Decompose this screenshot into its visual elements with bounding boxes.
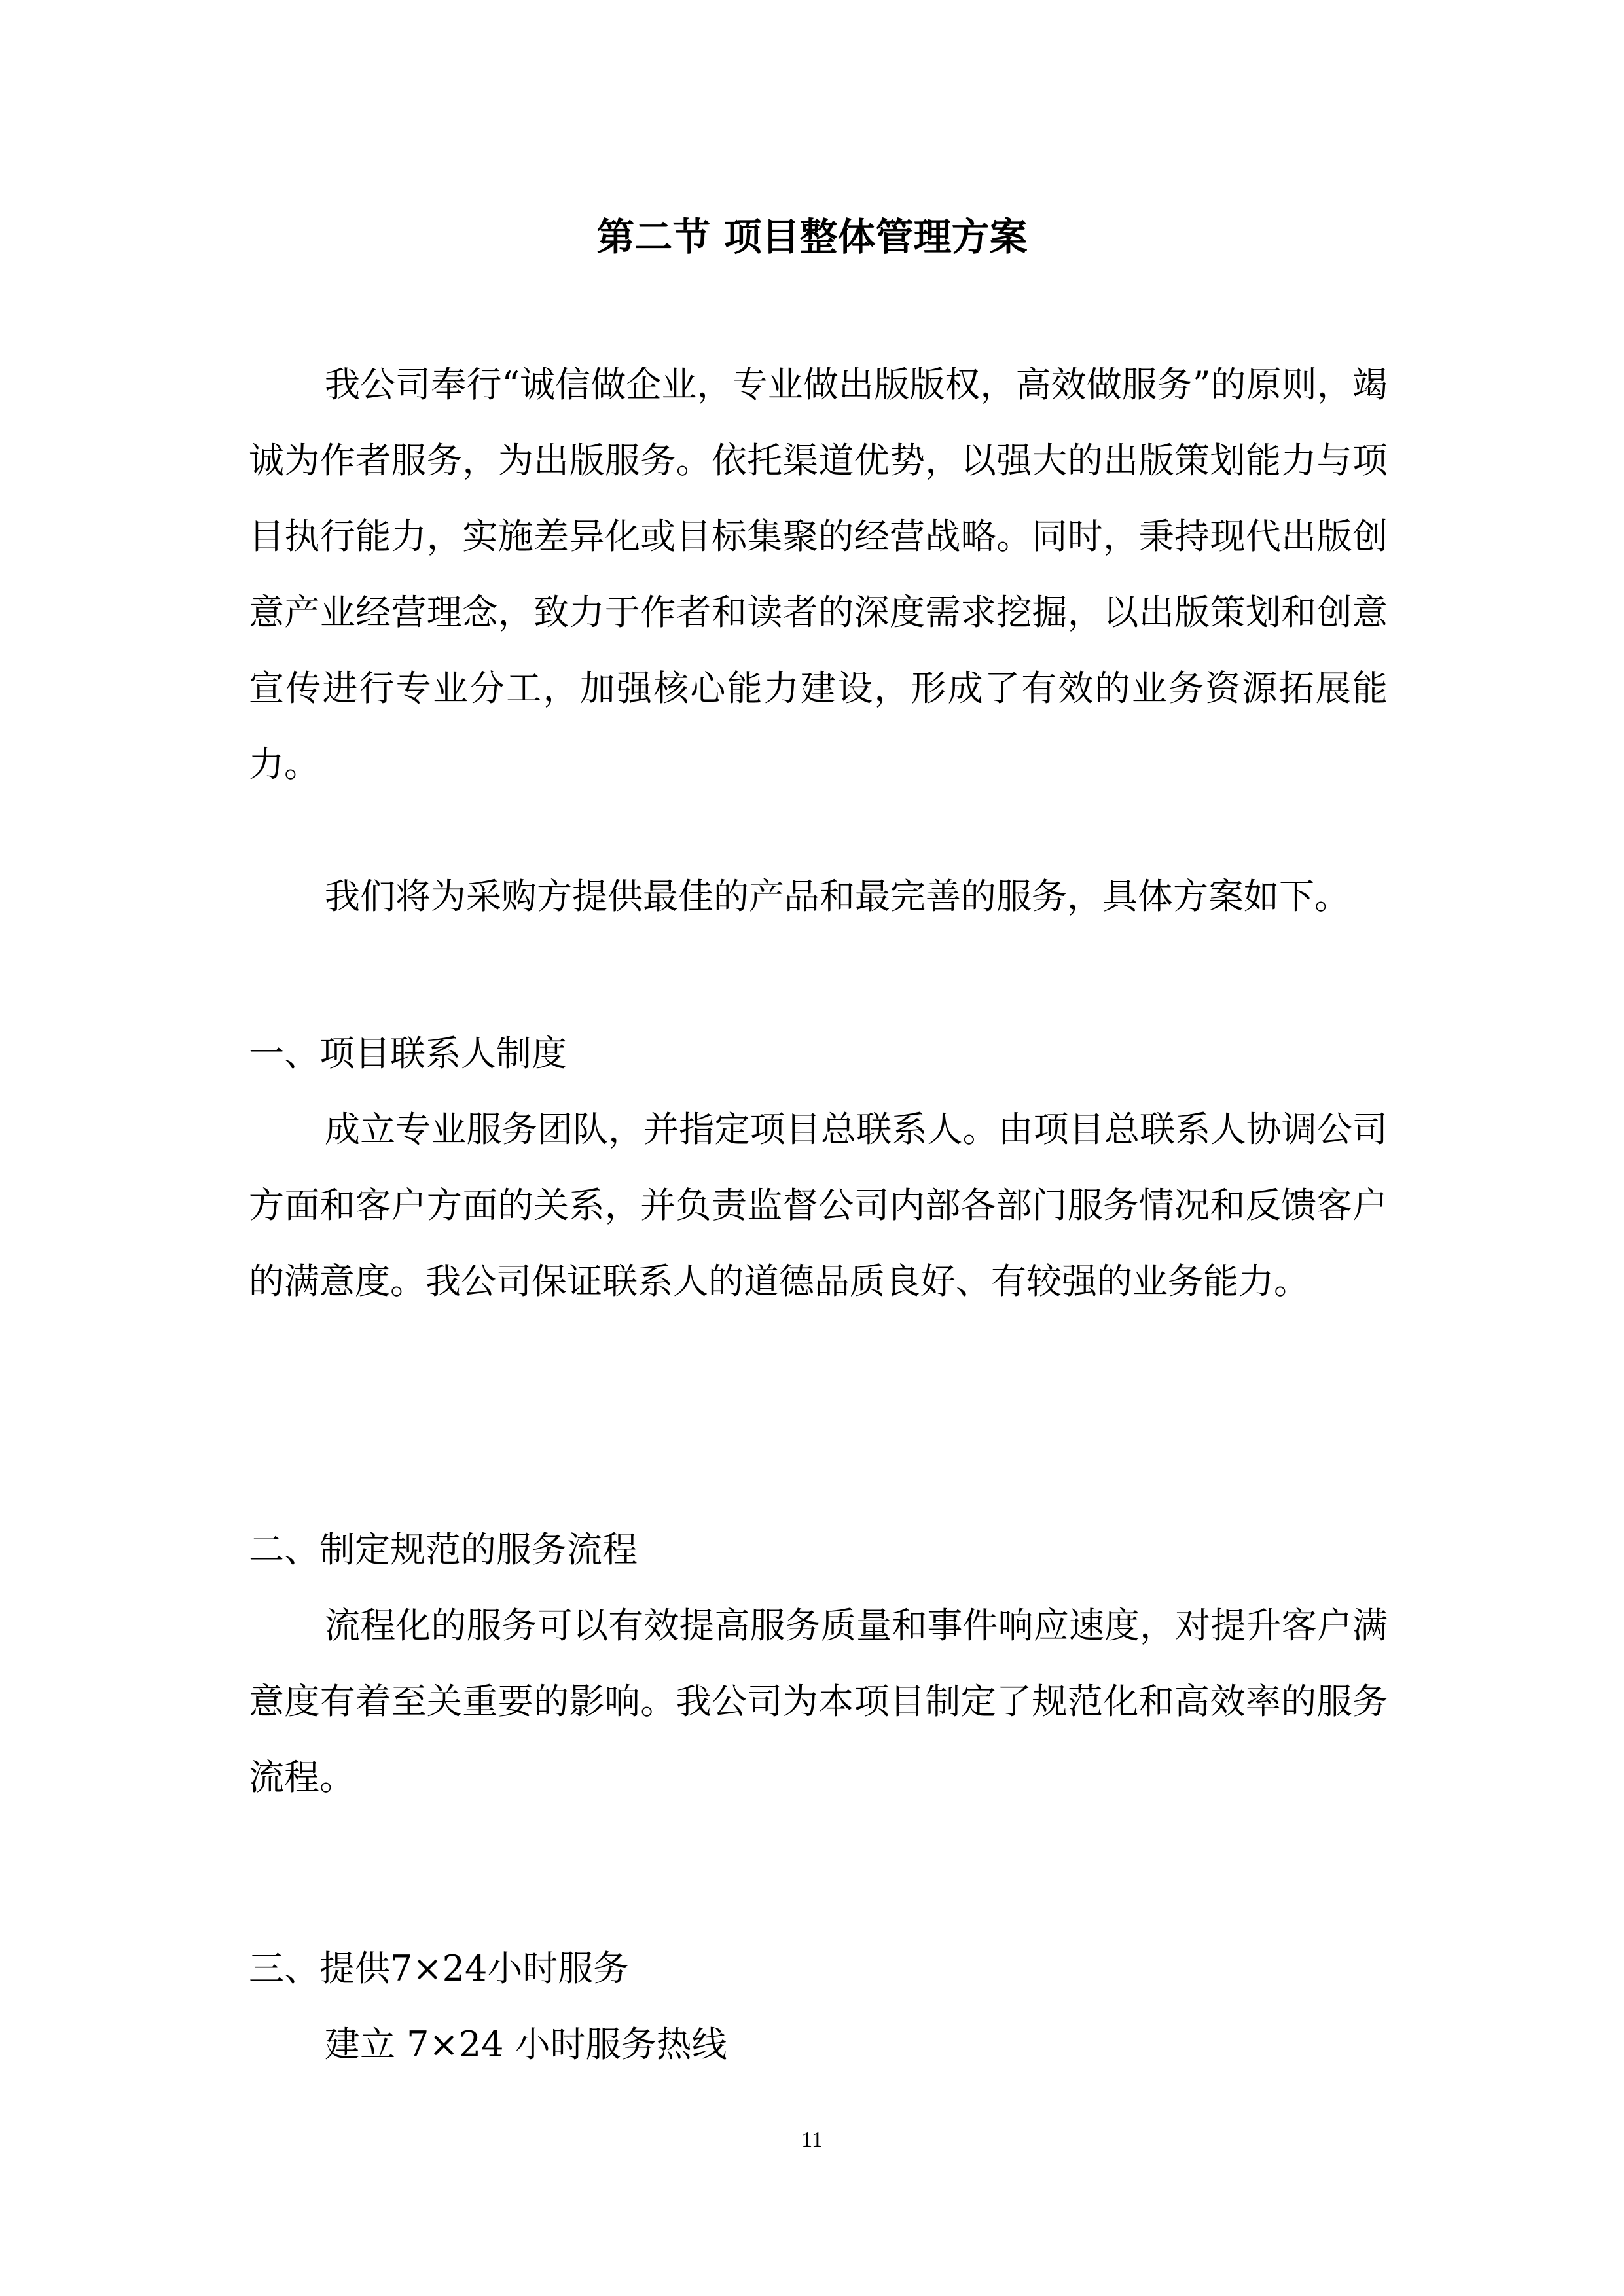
section-heading-2: 二、制定规范的服务流程: [249, 1529, 638, 1570]
section-body-3: 建立 7×24 小时服务热线: [325, 2024, 727, 2065]
section-heading-3: 三、提供7×24小时服务: [249, 1948, 629, 1989]
section-body-1: 成立专业服务团队，并指定项目总联系人。由项目总联系人协调公司方面和客户方面的关系，并负责监督公司内部各部门服务情况和反馈客户的满意度。我公司保证联系人的道德品质良好、有较强的业务能力。: [249, 1109, 1388, 1302]
intro-paragraph-2: 我们将为采购方提供最佳的产品和最完善的服务，具体方案如下。: [325, 876, 1350, 917]
page-number: 11: [801, 2128, 823, 2152]
section-heading-1: 一、项目联系人制度: [249, 1033, 567, 1074]
section-body-2: 流程化的服务可以有效提高服务质量和事件响应速度，对提升客户满意度有着至关重要的影响。我公司为本项目制定了规范化和高效率的服务流程。: [249, 1605, 1388, 1798]
intro-paragraph-1: 我公司奉行“诚信做企业，专业做出版版权，高效做服务”的原则，竭诚为作者服务，为出版服务。依托渠道优势，以强大的出版策划能力与项目执行能力，实施差异化或目标集聚的经营战略。同时，秉持现代出版创意产业经营理念，致力于作者和读者的深度需求挖掘，以出版策划和创意宣传进行专业分工，加强核心能力建设，形成了有效的业务资源拓展能力。: [249, 364, 1388, 785]
page-title: 第二节 项目整体管理方案: [596, 215, 1028, 259]
